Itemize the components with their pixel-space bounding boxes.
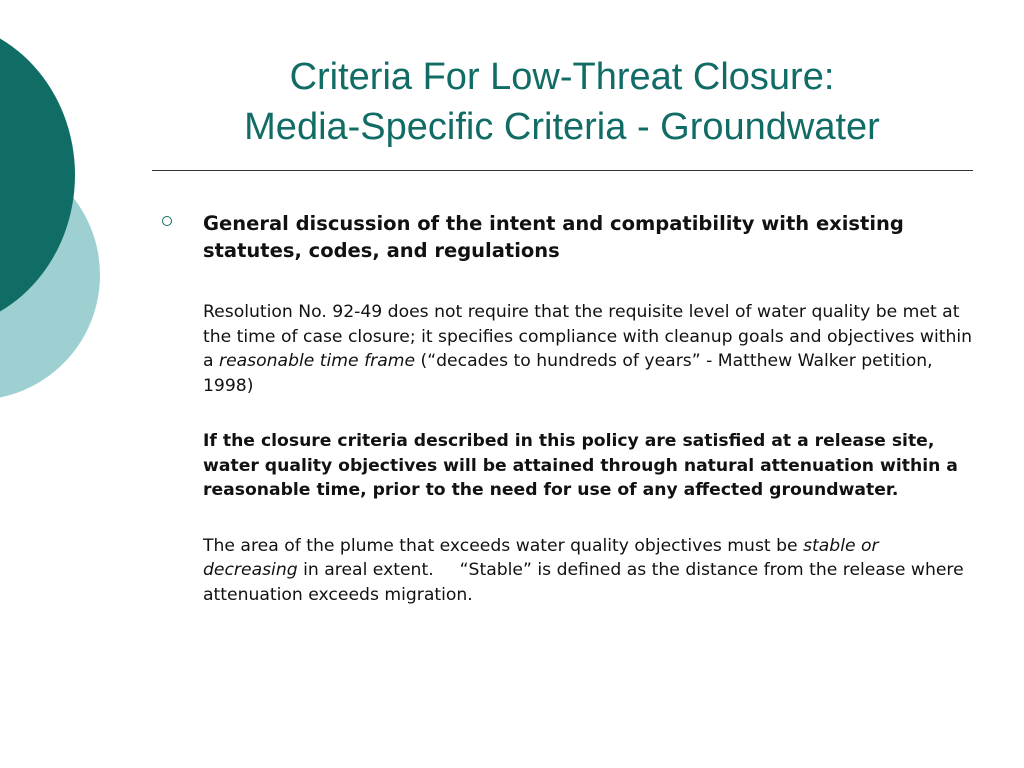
hollow-circle-bullet-icon bbox=[162, 216, 172, 226]
paragraph-resolution bbox=[203, 300, 973, 398]
paragraph-plume-area bbox=[203, 534, 973, 608]
paragraph-plume-text: The area of the plume that exceeds water quality objectives must be bbox=[203, 535, 804, 556]
paragraph-plume-emphasis: stable or decreasing bbox=[203, 535, 879, 580]
title-divider bbox=[152, 170, 973, 171]
paragraph-resolution-text: Resolution No. 92-49 does not require that the requisite level of water quality be met at the time of case closure; it specifies compliance with cleanup goals and objectives within a bbox=[203, 302, 973, 371]
paragraph-closure-criteria: If the closure criteria described in this policy are satisfied at a release site, water quality objectives will be attained through natural attenuation within a reasonable time, prior to the need for use of any affected groundwater. bbox=[203, 431, 958, 500]
slide-title-line-2: Media-Specific Criteria - Groundwater bbox=[244, 106, 880, 148]
slide-title bbox=[150, 52, 974, 152]
paragraph-resolution-text-end: (“decades to hundreds of years” - Matthew Walker petition, 1998) bbox=[203, 351, 933, 396]
slide-body bbox=[203, 210, 973, 607]
bullet-heading: General discussion of the intent and compatibility with existing statutes, codes, and regulations bbox=[203, 212, 904, 262]
paragraph-resolution-emphasis: reasonable time frame bbox=[219, 351, 416, 371]
slide-title-line-1: Criteria For Low-Threat Closure: bbox=[289, 56, 835, 98]
paragraph-plume-text-mid: in areal extent. bbox=[297, 560, 434, 580]
paragraph-plume-text-end: “Stable” is defined as the distance from the release where attenuation exceeds migration. bbox=[203, 560, 964, 605]
